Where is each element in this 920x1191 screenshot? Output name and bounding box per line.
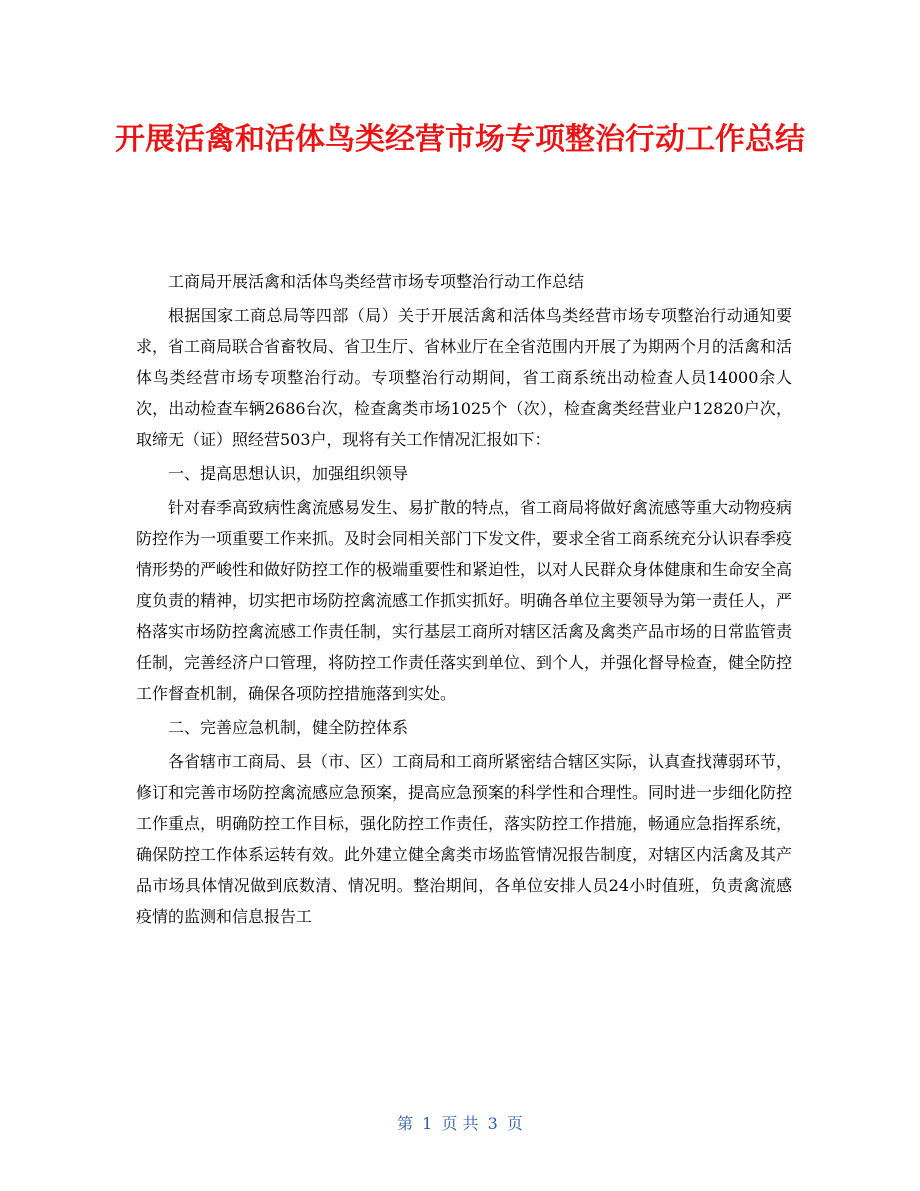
footer-prefix: 第 [397,1114,414,1133]
document-title: 开展活禽和活体鸟类经营市场专项整治行动工作总结 [115,122,805,157]
footer-middle: 页 共 [441,1114,479,1133]
page-footer [0,1112,920,1136]
intro-paragraph: 根据国家工商总局等四部（局）关于开展活禽和活体鸟类经营市场专项整治行动通知要求，省工商局联合省畜牧局、省卫生厅、省林业厅在全省范围内开展了为期两个月的活禽和活体鸟类经营市场专项整治行动。专项整治行动期间，省工商系统出动检查人员14000余人次，出动检查车辆2686台次，检查禽类市场1025个（次），检查禽类经营业户12820户次，取缔无（证）照经营503户，现将有关工作情况汇报如下： [136,306,793,449]
footer-suffix: 页 [506,1114,523,1133]
section-1-paragraph: 针对春季高致病性禽流感易发生、易扩散的特点，省工商局将做好禽流感等重大动物疫病防控作为一项重要工作来抓。及时会同相关部门下发文件，要求全省工商系统充分认识春季疫情形势的严峻性和做好防控工作的极端重要性和紧迫性，以对人民群众身体健康和生命安全高度负责的精神，切实把市场防控禽流感工作抓实抓好。明确各单位主要领导为第一责任人，严格落实市场防控禽流感工作责任制，实行基层工商所对辖区活禽及禽类产品市场的日常监管责任制，完善经济户口管理，将防控工作责任落实到单位、到个人，并强化督导检查，健全防控工作督查机制，确保各项防控措施落到实处。 [136,498,793,703]
footer-total-pages: 3 [487,1114,498,1133]
footer-page-number: 1 [422,1114,433,1133]
section-2-paragraph: 各省辖市工商局、县（市、区）工商局和工商所紧密结合辖区实际，认真查找薄弱环节，修订和完善市场防控禽流感应急预案，提高应急预案的科学性和合理性。同时进一步细化防控工作重点，明确防控工作目标，强化防控工作责任，落实防控工作措施，畅通应急指挥系统，确保防控工作体系运转有效。此外建立健全禽类市场监管情况报告制度，对辖区内活禽及其产品市场具体情况做到底数清、情况明。整治期间，各单位安排人员24小时值班，负责禽流感疫情的监测和信息报告工 [136,752,793,926]
section-heading-2: 二、完善应急机制，健全防控体系 [168,718,409,737]
subtitle-paragraph: 工商局开展活禽和活体鸟类经营市场专项整治行动工作总结 [168,272,585,291]
section-heading-1: 一、提高思想认识，加强组织领导 [168,464,409,483]
document-body [136,266,792,935]
